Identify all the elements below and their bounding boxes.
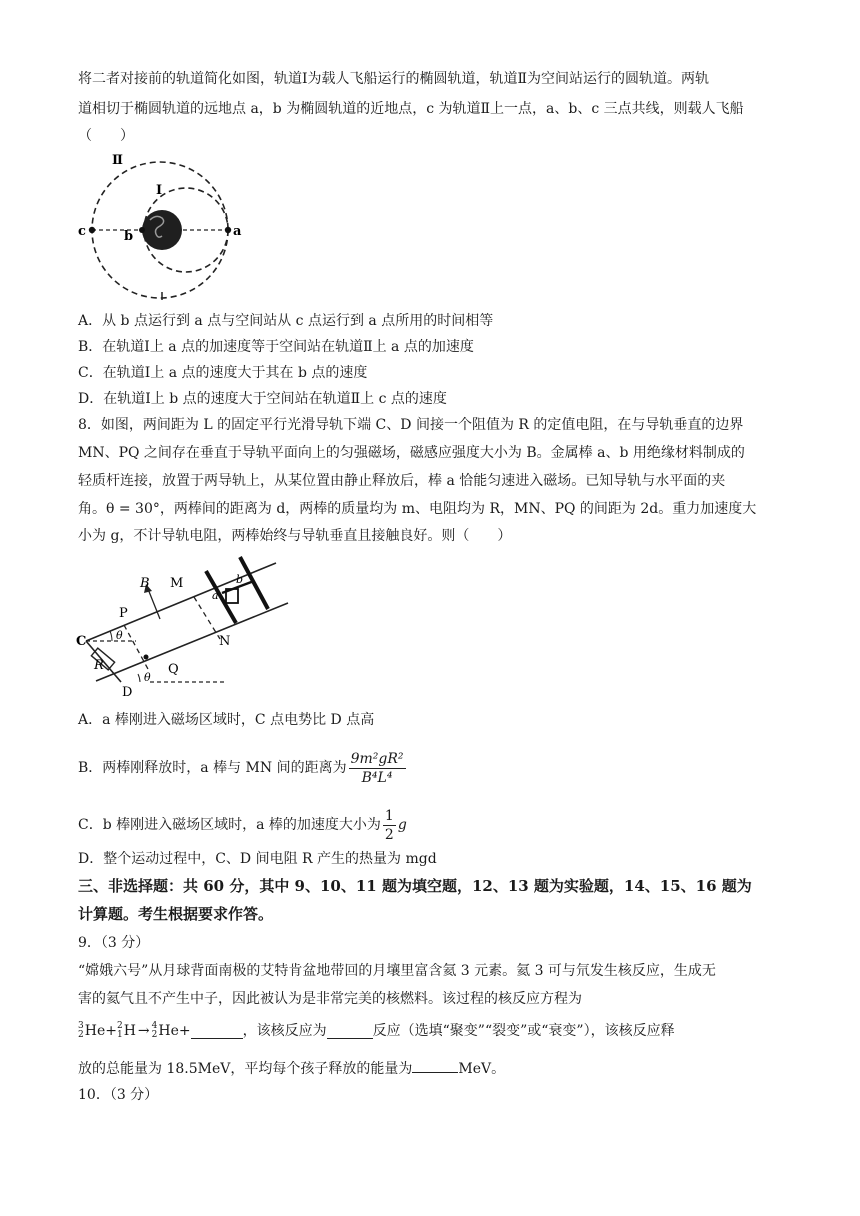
boundary-pq — [124, 625, 148, 669]
h2-mass: 2 — [116, 1021, 123, 1031]
q9-line1: “嫦娥六号”从月球背面南极的艾特肯盆地带回的月壤里富含氦 3 元素。氦 3 可与氘发生核反应，生成无 — [78, 963, 716, 979]
he3-symbol: He — [84, 1023, 106, 1039]
q7-option-c: C．在轨道Ⅰ上 a 点的速度大于其在 b 点的速度 — [78, 365, 368, 381]
answer-blank-energy[interactable] — [412, 1058, 458, 1073]
label-theta-bottom: θ — [144, 671, 151, 684]
q7-option-a: A．从 b 点运行到 a 点与空间站从 c 点运行到 a 点所用的时间相等 — [78, 313, 494, 329]
q9-equation-line — [78, 1022, 675, 1040]
label-a: a — [233, 224, 242, 239]
rod-a — [206, 571, 236, 623]
label-p: P — [119, 606, 128, 621]
rail-dot — [144, 655, 149, 660]
answer-blank-reaction-type[interactable] — [327, 1024, 373, 1039]
label-orbit-i: Ⅰ — [156, 183, 163, 198]
q8-option-c — [78, 803, 407, 847]
q7-stem-line3: （ ） — [78, 128, 134, 144]
label-theta-top: θ — [116, 629, 123, 642]
q8-option-d: D．整个运动过程中，C、D 间电阻 R 产生的热量为 mgd — [78, 851, 437, 867]
q8-option-c-denominator: 2 — [384, 826, 394, 843]
q9-line3-mid: ，该核反应为 — [242, 1023, 327, 1039]
label-n: N — [219, 634, 231, 649]
label-b: b — [124, 229, 134, 244]
orbit-figure — [76, 150, 256, 300]
he3-charge: 2 — [78, 1030, 84, 1040]
label-orbit-ii: Ⅱ — [112, 153, 123, 168]
label-c: c — [78, 224, 86, 239]
q8-option-c-tail: g — [397, 817, 407, 833]
label-rod-b: b — [236, 573, 244, 586]
q8-option-a: A．a 棒刚进入磁场区域时，C 点电势比 D 点高 — [78, 712, 375, 728]
q8-option-b-denominator: B⁴L⁴ — [361, 769, 393, 786]
label-m: M — [170, 576, 184, 591]
h2-charge: 1 — [116, 1030, 123, 1040]
q8-option-c-fraction — [383, 807, 396, 844]
earth-globe — [142, 210, 182, 250]
q9-line4-b: MeV。 — [458, 1061, 506, 1077]
q7-option-d: D．在轨道Ⅰ上 b 点的速度大于空间站在轨道Ⅱ上 c 点的速度 — [78, 391, 447, 407]
q8-option-b-fraction — [349, 750, 406, 787]
q8-option-c-numerator: 1 — [384, 807, 394, 824]
label-q: Q — [168, 662, 179, 677]
q8-option-b-text: B．两棒刚释放时，a 棒与 MN 间的距离为 — [78, 760, 347, 776]
q7-option-b: B．在轨道Ⅰ上 a 点的加速度等于空间站在轨道Ⅱ上 a 点的加速度 — [78, 339, 474, 355]
theta-arc-top — [110, 631, 112, 641]
q9-head: 9．（3 分） — [78, 935, 150, 951]
section3-heading-line1: 三、非选择题：共 60 分，其中 9、10、11 题为填空题，12、13 题为实验题，14、15、16 题为 — [78, 877, 752, 895]
point-b — [139, 227, 145, 233]
he4-mass: 4 — [151, 1021, 158, 1031]
q8-line2: MN、PQ 之间存在垂直于导轨平面向上的匀强磁场，磁感应强度大小为 B。金属棒 a、b 用绝缘材料制成的 — [78, 445, 745, 461]
q8-option-b — [78, 745, 408, 791]
q9-line2: 害的氦气且不产生中子，因此被认为是非常完美的核燃料。该过程的核反应方程为 — [78, 991, 582, 1007]
q10-head: 10．（3 分） — [78, 1087, 159, 1103]
q7-stem-line1: 将二者对接前的轨道简化如图，轨道Ⅰ为载人飞船运行的椭圆轨道，轨道Ⅱ为空间站运行的圆轨道。两轨 — [78, 71, 710, 87]
label-r: R — [94, 658, 104, 673]
answer-blank-product[interactable] — [191, 1024, 243, 1039]
eq-plus-2: + — [178, 1023, 191, 1039]
label-rod-a: a — [212, 589, 219, 602]
he4-charge: 2 — [151, 1030, 158, 1040]
nuclide-he4 — [152, 1022, 179, 1040]
orbit-diagram — [76, 150, 256, 300]
rail-figure — [76, 553, 291, 700]
q9-line4 — [78, 1058, 505, 1078]
point-c — [89, 227, 95, 233]
h2-symbol: H — [123, 1023, 136, 1039]
eq-plus-1: + — [105, 1023, 117, 1039]
point-a — [225, 227, 231, 233]
q8-line3: 轻质杆连接，放置于两导轨上，从某位置由静止释放后，棒 a 恰能匀速进入磁场。已知导轨与水平面的夹 — [78, 473, 726, 489]
rail-diagram — [76, 553, 291, 700]
q8-option-c-text: C．b 棒刚进入磁场区域时，a 棒的加速度大小为 — [78, 817, 381, 833]
he3-mass: 3 — [78, 1021, 84, 1031]
label-b-field: B — [140, 576, 150, 591]
q9-line3-mid2: 反应（选填“聚变”“裂变”或“衰变”），该核反应释 — [372, 1023, 675, 1039]
label-d: D — [122, 685, 133, 700]
he4-symbol: He — [158, 1023, 179, 1039]
q8-line1: 8．如图，两间距为 L 的固定平行光滑导轨下端 C、D 间接一个阻值为 R 的定值电阻，在与导轨垂直的边界 — [78, 417, 744, 433]
q8-option-b-numerator: 9m²gR² — [350, 750, 404, 767]
q7-stem-line2: 道相切于椭圆轨道的远地点 a，b 为椭圆轨道的近地点，c 为轨道Ⅱ上一点，a、b、c 三点共线，则载人飞船 — [78, 101, 744, 117]
label-c: C — [76, 634, 87, 649]
eq-arrow: → — [137, 1023, 150, 1039]
nuclide-h2 — [117, 1022, 136, 1040]
section3-heading-line2: 计算题。考生根据要求作答。 — [78, 905, 274, 923]
q8-line4: 角。θ = 30°，两棒间的距离为 d，两棒的质量均为 m、电阻均为 R，MN、PQ 的间距为 2d。重力加速度大 — [78, 501, 757, 517]
q8-line5: 小为 g，不计导轨电阻，两棒始终与导轨垂直且接触良好。则（ ） — [78, 528, 512, 544]
theta-arc-bottom — [138, 674, 140, 682]
nuclide-he3 — [78, 1022, 105, 1040]
rod-b — [240, 557, 268, 609]
q9-line4-a: 放的总能量为 18.5MeV，平均每个孩子释放的能量为 — [78, 1061, 413, 1077]
